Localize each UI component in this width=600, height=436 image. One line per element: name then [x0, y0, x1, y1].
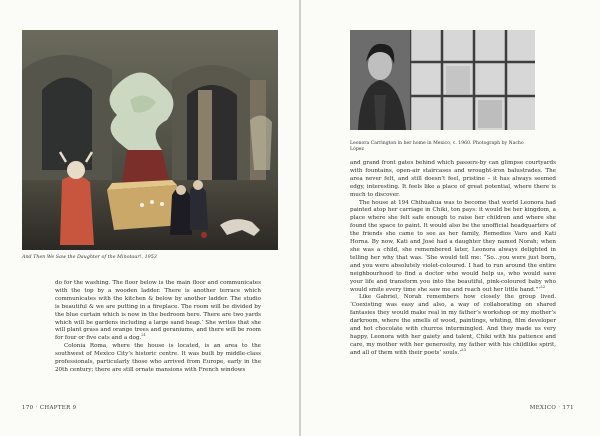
left-paragraph-2: [55, 343, 261, 375]
left-page: [0, 0, 299, 436]
portrait-photo: [350, 30, 535, 130]
left-paragraph-1-text: do for the washing. The floor below is the main floor and communicates with the top by a wooden ladder. There is another terrace which communicates with the kitchen & below by another ladder. The studio is beautiful & we are putting in a fireplace. The room will be divided by the blue curtain which is now in the bedroom here. There are two yards which will be gardens including a large sand heap.’ She writes that she will plant grass and orange trees and geraniums, and there will be room for four or five cats and a dog.: [55, 280, 261, 342]
footnote-ref: 22: [540, 283, 546, 289]
left-paragraph-2-text: Colonia Roma, where the house is located, is an area to the southwest of Mexico City’s historic centre. It was built by middle-class professionals, particularly those who arrived from Europe, early in the 20th century; there are still ornate mansions with French windows: [55, 343, 261, 373]
footnote-ref: 23: [461, 346, 466, 352]
right-paragraph-2: [350, 200, 556, 295]
right-paragraph-1-text: and grand front gates behind which passers-by can glimpse courtyards with fountains, open-air staircases and wrought-iron balustrades. The area never felt, and still doesn’t feel, pristine – it has always seemed edgy, interesting. It feels like a place of great potential, where there is much to discover.: [350, 160, 556, 198]
painting-caption: And Then We Saw the Daughter of the Minotaur!, 1953: [22, 255, 157, 260]
right-paragraph-3: [350, 294, 556, 357]
portrait-photo-illustration: [350, 30, 535, 130]
footnote-ref: 21: [141, 332, 147, 338]
painting-image: [22, 30, 278, 250]
right-paragraph-1: [350, 160, 556, 200]
photo-caption: Leonora Carrington in her home in Mexico, c. 1960. Photograph by Nacho López: [350, 141, 524, 152]
left-folio: 170 · CHAPTER 9: [22, 405, 77, 411]
right-body-text: [350, 160, 556, 358]
right-folio: MEXICO · 171: [529, 405, 574, 411]
right-page: [301, 0, 600, 436]
surreal-painting-illustration: [22, 30, 278, 250]
right-paragraph-3-text: Like Gabriel, Norah remembers how closely the group lived. ‘Coexisting was easy and also, a way of collaborating on shared fantasies they would make real in my father’s workshop or my mother’s darkroom, where the smells of wood, paintings, whiting, film developer and hot chocolate with churros intermingled. And they made us very happy, Leonora with her gaiety and talent, Chiki with his patience and care, my mother with her generosity, my father with his childlike spirit, and all of them with their poets’ souls.’: [350, 294, 556, 356]
left-body-text: [55, 280, 261, 375]
right-paragraph-2-text: The house at 194 Chihuahua was to become that world Leonora had painted atop her carriage in Chiki, ton pays: it would be her kingdom, a place where she felt safe enough to raise her children and where she found the space to paint. It would also be the unofficial headquarters of the friends she came to see as her family, Remedios Varo and Kati Horna. By now, Kati and José had a daughter they named Norah; when she was a child, she remembered later, Leonora always delighted in telling her why that was. ‘She would tell me: “So…you were just born, and you were absolutely violet-coloured. I had to run around the entire neighbourhood to find a doctor who would help us, who would save your life and transform you into the beautiful, pink-coloured baby who would smile every time she saw me and reach out her little hand.”’: [350, 199, 556, 293]
left-paragraph-1: [55, 280, 261, 343]
